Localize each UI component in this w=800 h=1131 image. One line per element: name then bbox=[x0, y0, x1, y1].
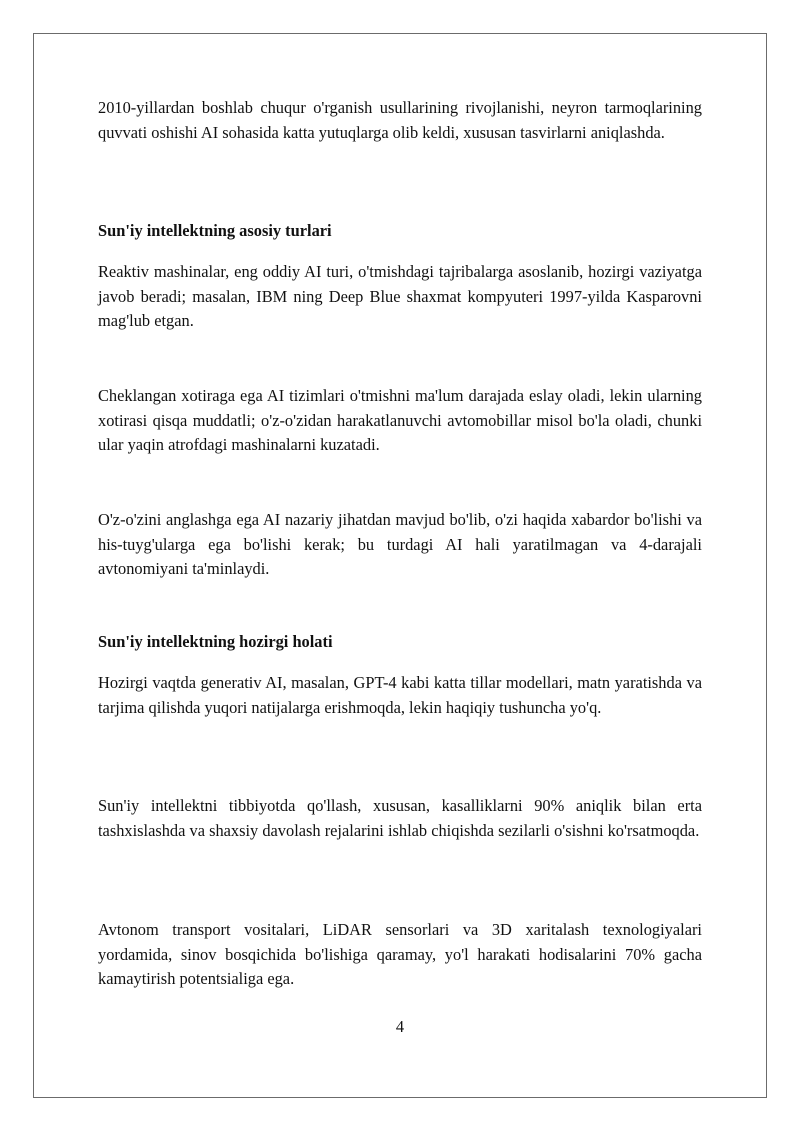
paragraph-ai-medicine: Sun'iy intellektni tibbiyotda qo'llash, xususan, kasalliklarni 90% aniqlik bilan erta tashxislashda va shaxsiy davolash rejalarini ishlab chiqishda sezilarli o'sishni ko'rsatmoqda. bbox=[98, 796, 702, 840]
heading-current-state: Sun'iy intellektning hozirgi holati bbox=[98, 632, 333, 651]
paragraph-deep-learning: 2010-yillardan boshlab chuqur o'rganish usullarining rivojlanishi, neyron tarmoqlarining quvvati oshishi AI sohasida katta yutuqlarga olib keldi, xususan tasvirlarni aniqlashda. bbox=[98, 98, 702, 142]
paragraph-self-awareness: O'z-o'zini anglashga ega AI nazariy jihatdan mavjud bo'lib, o'zi haqida xabardor bo'lishi va his-tuyg'ularga ega bo'lishi kerak; bu turdagi AI hali yaratilmagan va 4-darajali avtonomiyani ta'minlaydi. bbox=[98, 510, 702, 578]
heading-ai-types: Sun'iy intellektning asosiy turlari bbox=[98, 221, 332, 240]
paragraph-limited-memory: Cheklangan xotiraga ega AI tizimlari o'tmishni ma'lum darajada eslay oladi, lekin ularning xotirasi qisqa muddatli; o'z-o'zidan harakatlanuvchi avtomobillar misol bo'la oladi, chunki ular yaqin atrofdagi mashinalarni kuzatadi. bbox=[98, 386, 702, 454]
paragraph-generative-ai: Hozirgi vaqtda generativ AI, masalan, GPT-4 kabi katta tillar modellari, matn yaratishda va tarjima qilishda yuqori natijalarga erishmoqda, lekin haqiqiy tushuncha yo'q. bbox=[98, 673, 702, 717]
paragraph-reactive-machines: Reaktiv mashinalar, eng oddiy AI turi, o'tmishdagi tajribalarga asoslanib, hozirgi vaziyatga javob beradi; masalan, IBM ning Deep Blue shaxmat kompyuteri 1997-yilda Kasparovni mag'lub etgan. bbox=[98, 262, 702, 330]
page-number: 4 bbox=[395, 1017, 405, 1036]
paragraph-autonomous-transport: Avtonom transport vositalari, LiDAR sensorlari va 3D xaritalash texnologiyalari yordamida, sinov bosqichida bo'lishiga qaramay, yo'l harakati hodisalarini 70% gacha kamaytirish potentsialiga ega. bbox=[98, 920, 702, 988]
